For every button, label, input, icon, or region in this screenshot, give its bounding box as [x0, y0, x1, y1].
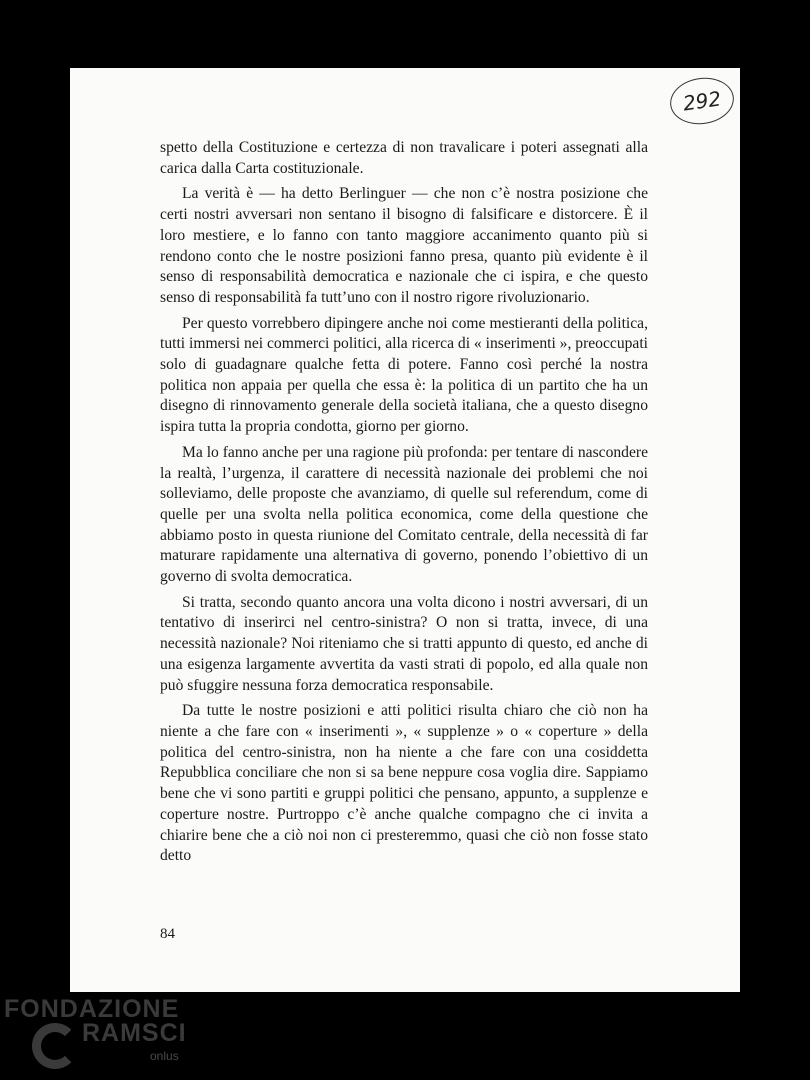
handwritten-page-annotation: 292 — [667, 74, 737, 128]
logo-text-onlus: onlus — [150, 1049, 179, 1063]
paragraph-1: spetto della Costituzione e certezza di non travalicare i poteri assegnati alla carica dalla Carta costituzionale. — [160, 139, 648, 177]
paragraph-3: Per questo vorrebbero dipingere anche noi come mestieranti della politica, tutti immersi nei commerci politici, alla ricerca di « inserimenti », preoccupati solo di guadagnare qualche fetta di potere. Fanno così perché la nostra politica non appaia per quella che essa è: la politica di un partito che ha un disegno di rinnovamento generale della società italiana, che a questo disegno ispira tutta la propria condotta, giorno per giorno. — [160, 314, 649, 436]
fondazione-gramsci-logo — [0, 995, 210, 1080]
paragraph-4: Ma lo fanno anche per una ragione più profonda: per tentare di nascondere la realtà, l’urgenza, il carattere di necessità nazionale dei problemi che noi solleviamo, delle proposte che avanziamo, di quelle sul referendum, come di quelle per una svolta nella politica economica, come della questione che abbiamo posto in questa riunione del Comitato centrale, della necessità di far maturare rapidamente una alternativa di governo, ponendo l’obiettivo di un governo di svolta democratica. — [160, 443, 648, 586]
logo-g-mark-icon — [32, 1023, 78, 1069]
page-number: 84 — [160, 926, 175, 942]
body-text — [160, 138, 648, 867]
paragraph-2: La verità è — ha detto Berlinguer — che non c’è nostra posizione che certi nostri avversari non sentano il bisogno di falsificare e distorcere. È il loro mestiere, e lo fanno con tanto maggiore accanimento quanto più si rendono conto che le nostre posizioni fanno presa, quanto più evidente è il senso di responsabilità democratica e nazionale che ci ispira, e che questo senso di responsabilità fa tutt’uno con il nostro rigore rivoluzionario. — [160, 185, 648, 306]
paragraph-5: Si tratta, secondo quanto ancora una volta dicono i nostri avversari, di un tentativo di inserirci nel centro-sinistra? O non si tratta, invece, di una necessità nazionale? Noi riteniamo che si tratti appunto di questo, ed anche di una esigenza largamente avvertita da vasti strati di popolo, ed alla quale non può sfuggire nessuna forza democratica responsabile. — [160, 593, 648, 694]
scanned-page — [70, 68, 740, 992]
logo-text-fondazione: FONDAZIONE — [4, 995, 180, 1023]
paragraph-6: Da tutte le nostre posizioni e atti politici risulta chiaro che ciò non ha niente a che fare con « inserimenti », « supplenze » o « coperture » della politica del centro-sinistra, non ha niente a che fare con una cosiddetta Repubblica conciliare che non si sa bene neppure cosa voglia dire. Sappiamo bene che vi sono partiti e gruppi politici che pensano, appunto, a supplenze e coperture nostre. Purtroppo c’è anche qualche compagno che ci invita a chiarire bene che a ciò noi non ci presteremmo, quasi che ciò non fosse stato detto — [160, 702, 648, 865]
logo-text-gramsci: RAMSCI — [82, 1019, 187, 1047]
